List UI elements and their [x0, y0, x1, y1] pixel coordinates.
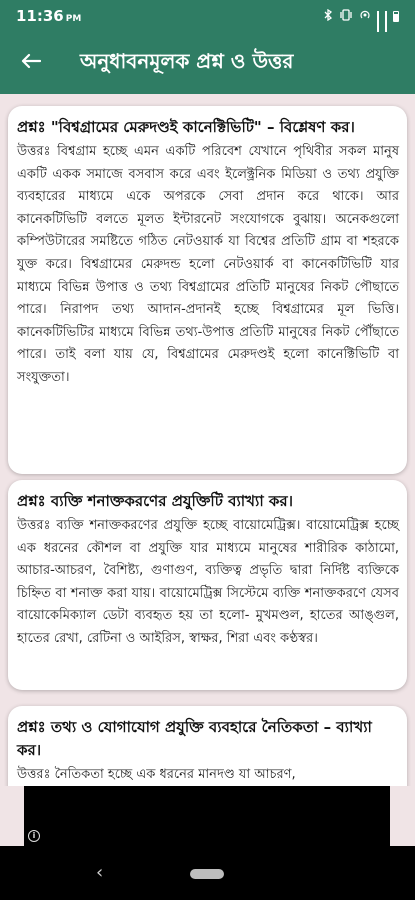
- signal-icon: [377, 11, 379, 21]
- arrow-left-icon: [21, 53, 41, 73]
- content-list[interactable]: [0, 94, 415, 786]
- status-time-value: 11:36: [16, 7, 64, 25]
- back-button[interactable]: [0, 32, 62, 94]
- app-bar: [0, 32, 415, 94]
- qa-card[interactable]: [8, 106, 407, 474]
- vibrate-icon: [339, 9, 353, 24]
- qa-card[interactable]: [8, 706, 407, 786]
- status-bar: [0, 0, 415, 32]
- question-title: প্রশ্নঃ ব্যক্তি শনাক্তকরণের প্রযুক্তিটি ব্যাখ্যা কর।: [17, 492, 294, 510]
- status-time-ampm: PM: [65, 14, 82, 24]
- chevron-left-icon[interactable]: ‹: [96, 862, 104, 883]
- question-title: প্রশ্নঃ তথ্য ও যোগাযোগ প্রযুক্তি ব্যবহারে নৈতিকতা – ব্যাখ্যা কর।: [17, 718, 372, 759]
- system-nav-bar: [0, 846, 415, 900]
- question-title: প্রশ্নঃ "বিশ্বগ্রামের মেরুদণ্ডই কানেক্টিভিটি" – বিশ্লেষণ কর।: [17, 118, 355, 136]
- status-time: [16, 7, 81, 25]
- battery-icon: [393, 11, 399, 22]
- hotspot-icon: [359, 9, 371, 24]
- page-title: অনুধাবনমূলক প্রশ্ন ও উত্তর: [80, 48, 294, 73]
- home-pill-icon[interactable]: [190, 869, 224, 879]
- status-icons: [324, 9, 399, 24]
- signal-icon-2: [385, 11, 387, 21]
- info-icon[interactable]: i: [28, 830, 40, 842]
- qa-card[interactable]: [8, 480, 407, 690]
- bluetooth-icon: [324, 9, 333, 24]
- answer-text: উত্তরঃ ব্যক্তি শনাক্তকরণের প্রযুক্তি হচ্ছে বায়োমেট্রিক্স। বায়োমেট্রিক্স হচ্ছে এক ধরনের কৌশল বা প্রযুক্তি যার মাধ্যমে মানুষের শারীরিক কাঠামো, আচার-আচরণ, বৈশিষ্ট্য, গুণাগুণ, ব্যক্তিত্ব প্রভৃতি দ্বারা নির্দিষ্ট ব্যক্তিকে চিহ্নিত বা শনাক্ত করা যায়। বায়োমেট্রিক্স সিস্টেমে ব্যক্তি শনাক্তকরণে যেসব বায়োকেমিক্যাল ডেটা ব্যবহৃত হয় তা হলো- মুখমণ্ডল, হাতের আঙ্গুল, হাতের রেখা, রেটিনা ও আইরিস, স্বাক্ষর, শিরা এবং কণ্ঠস্বর।: [17, 518, 399, 646]
- ad-banner[interactable]: [24, 786, 390, 846]
- answer-text: উত্তরঃ নৈতিকতা হচ্ছে এক ধরনের মানদণ্ড যা আচরণ,: [17, 767, 296, 782]
- answer-text: উত্তরঃ বিশ্বগ্রাম হচ্ছে এমন একটি পরিবেশ যেখানে পৃথিবীর সকল মানুষ একটি একক সমাজে বসবাস করে এবং ইলেক্ট্রনিক মিডিয়া ও তথ্য প্রযুক্তি ব্যবহারের মাধ্যমে একে অপরকে সেবা প্রদান করে থাকে। আর কানেকটিভিটি বলতে মূলত ইন্টারনেট সংযোগকে বুঝায়। অনেকগুলো কম্পিউটারের সমষ্টিতে গঠিত নেটওয়ার্ক যা বিশ্বের প্রতিটি গ্রাম বা শহরকে যুক্ত করে। বিশ্বগ্রামের মেরুদন্ড হলো নেটওয়ার্ক বা কানেকটিভিটি যার মাধ্যমে বিভিন্ন উপাত্ত ও তথ্য বিশ্বগ্রামের প্রতিটি মানুষের নিকট পৌছাতে পারে। নিরাপদ তথ্য আদান-প্রদানই হচ্ছে বিশ্বগ্রামের মূল ভিত্তি। কানেকটিভিটির মাধ্যমে বিভিন্ন তথ্য-উপাত্ত প্রতিটি মানুষের নিকট পৌঁছাতে পারে। তাই বলা যায় যে, বিশ্বগ্রামের মেরুদণ্ডই হলো কানেক্টিভিটি বা সংযুক্ততা।: [17, 144, 399, 385]
